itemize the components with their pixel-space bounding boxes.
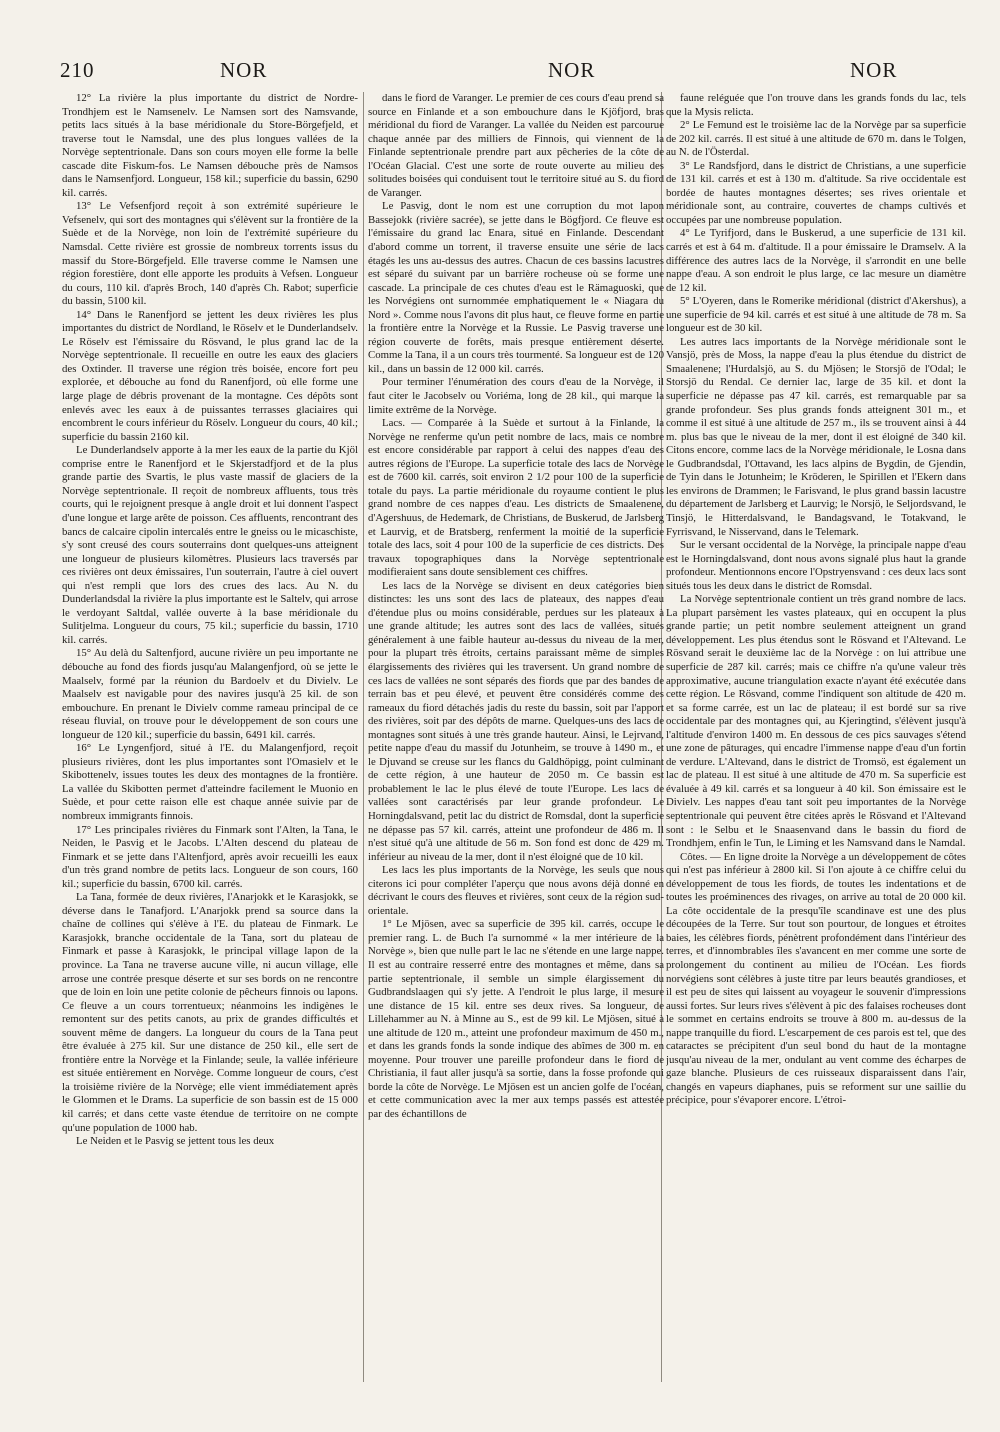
paragraph: 15° Au delà du Saltenfjord, aucune rivière un peu importante ne débouche au fond des fiords jusqu'au Malangenfjord, où se jette le Maalselv, formé par la réunion du Bardoelv et du Divielv. Le Maalselv est navigable pour des navires jusqu'à 25 kil. de son embouchure. En prenant le Divielv comme rameau principal de ce réseau fluvial, on trouve pour le développement de son cours une longueur de 120 kil.; superficie du bassin, 6491 kil. carrés. — [62, 647, 358, 741]
paragraph: Le Pasvig, dont le nom est une corruption du mot lapon Bassejokk (rivière sacrée), se jette dans le Bögfjord. Ce fleuve est l'émissaire du grand lac Enara, situé en Finlande. Descendant d'abord comme un torrent, il traverse ensuite une série de lacs étagés les uns au-dessus des autres. Chacun de ces bassins lacustres est séparé du suivant par un barrière rocheuse où se forme une cascade. La principale de ces chutes d'eau est le Rämaguoski, que les Norvégiens ont surnommée emphatiquement le « Niagara du Nord ». Comme nous l'avons dit plus haut, ce fleuve forme en partie la frontière entre la Norvège et la Russie. Le Pasvig traverse une région couverte de forêts, mais presque entièrement déserte. Comme la Tana, il a un cours très tourmenté. Sa longueur est de 120 kil., dans un bassin de 12 000 kil. carrés. — [368, 200, 664, 375]
paragraph: La Norvège septentrionale contient un très grand nombre de lacs. La plupart parsèment les vastes plateaux, qui en occupent la plus grande partie; un petit nombre seulement atteignent un grand développement. Les plus étendus sont le Rösvand et l'Altevand. Le Rösvand serait le deuxième lac de la Norvège : on lui attribue une superficie de 287 kil. carrés; mais ce chiffre n'a qu'une valeur très approximative, aucune triangulation exacte n'ayant été exécutée dans cette région. Le Rösvand, comme l'indiquent son altitude de 420 m. et sa forme carrée, est un lac de plateau; il est bordé sur sa rive occidentale par des montagnes qui, au Kjeringtind, s'élèvent jusqu'à l'altitude d'environ 1400 m. En dessous de ces pics sauvages s'étend une zone de pâturages, qui encadre l'immense nappe d'eau d'un fortin de verdure. L'Altevand, dans le district de Tromsö, est également un lac de plateau. Il est situé à une altitude de 470 m. Sa superficie est évaluée à 49 kil. carrés et sa longueur à 40 kil. Son émissaire est le Divielv. Les nappes d'eau tant soit peu importantes de la Norvège septentrionale qui peuvent être citées après le Rösvand et l'Altevand sont : le Selbu et le Snaasenvand dans le bassin du fiord de Trondhjem, enfin le Tun, le Liming et les Namsvand dans le Namdal. — [666, 593, 966, 850]
column-divider — [363, 92, 364, 1382]
paragraph: 16° Le Lyngenfjord, situé à l'E. du Malangenfjord, reçoit plusieurs rivières, dont les plus importantes sont l'Omasielv et le Skibottenelv, issues toutes les deux des montagnes de la frontière. La vallée du Skibotten permet d'atteindre facilement le Muonio en Suède, et pour cette raison elle est chaque année suivie par de nombreux immigrants finnois. — [62, 742, 358, 822]
text-column-3 — [666, 92, 966, 1392]
paragraph: dans le fiord de Varanger. Le premier de ces cours d'eau prend sa source en Finlande et a son embouchure dans le Kjöfjord, bras méridional du fiord de Varanger. La vallée du Neiden est parcourue chaque année par des milliers de Finnois, qui viennent de la Finlande septentrionale prendre part aux pêcheries de la côte de l'Océan Glacial. C'est une sorte de route ouverte au milieu des solitudes boisées qui conduisent tout le territoire situé au S. du fiord de Varanger. — [368, 92, 664, 199]
paragraph: Les lacs les plus importants de la Norvège, les seuls que nous citerons ici pour compléter l'aperçu que nous avons déjà donné en décrivant le cours des fleuves et rivières, sont ceux de la région sud-orientale. — [368, 864, 664, 917]
paragraph: Sur le versant occidental de la Norvège, la principale nappe d'eau est le Horningdalsvand, dont nous avons signalé plus haut la grande profondeur. Mentionnons encore l'Opstryensvand : ces deux lacs sont situés tous les deux dans le district de Romsdal. — [666, 539, 966, 592]
paragraph: 12° La rivière la plus importante du district de Nordre-Trondhjem est le Namsenelv. Le Namsen sort des Namsvande, petits lacs situés à la base méridionale du Store-Börgefjeld, et traverse tout le Namsdal, une des plus longues vallées de la Norvège septentrionale. Dans son cours moyen elle forme la belle cascade dite Fiskum-fos. Le Namsen débouche près de Namsos dans le Namsenfjord. Longueur, 158 kil.; superficie du bassin, 6290 kil. carrés. — [62, 92, 358, 199]
running-head-right: NOR — [850, 58, 898, 82]
text-column-2 — [368, 92, 664, 1392]
paragraph: Le Neiden et le Pasvig se jettent tous les deux — [76, 1135, 275, 1148]
paragraph: 4° Le Tyrifjord, dans le Buskerud, a une superficie de 131 kil. carrés et est à 64 m. d'altitude. Il a pour émissaire le Dramselv. A la différence des autres lacs de la Norvège, il s'arrondit en une belle nappe d'eau. A son endroit le plus large, ce lac mesure un diamètre de 12 kil. — [666, 227, 966, 294]
running-head-center: NOR — [548, 58, 596, 82]
running-header — [60, 58, 960, 90]
paragraph: 17° Les principales rivières du Finmark sont l'Alten, la Tana, le Neiden, le Pasvig et le Jacobs. L'Alten descend du plateau de Finmark et se jette dans l'Altenfjord, après avoir recueilli les eaux d'un très grand nombre de petits lacs. Longueur de son cours, 160 kil.; superficie du bassin, 6700 kil. carrés. — [62, 823, 358, 890]
paragraph: 3° Le Randsfjord, dans le district de Christians, a une superficie de 131 kil. carrés et est à 130 m. d'altitude. Sa rive occidentale est bordée de hautes montagnes désertes; ses rives orientale et méridionale sont, au contraire, couvertes de champs cultivés et occupées par une nombreuse population. — [666, 159, 966, 226]
running-head-left: NOR — [220, 58, 268, 82]
paragraph: faune reléguée que l'on trouve dans les grands fonds du lac, tels que la Mysis relicta. — [666, 92, 966, 118]
paragraph: 1° Le Mjösen, avec sa superficie de 395 kil. carrés, occupe le premier rang. L. de Buch l'a surnommé « la mer intérieure de la Norvège », bien que nulle part le lac ne s'étende en une large nappe. Il est au contraire resserré entre des montagnes et même, dans sa partie septentrionale, il semble un simple élargissement du Gudbrandslaagen qui s'y jette. A l'endroit le plus large, il mesure une distance de 15 kil. entre ses deux rives. Sa longueur, de Lillehammer au N. à Minne au S., est de 99 kil. Le Mjösen, situé à une altitude de 120 m., atteint une profondeur maximum de 450 m., et dans les grands fonds la sonde indique des abîmes de 300 m. en moyenne. Pour trouver une pareille profondeur dans le fiord de Christiania, il faut aller jusqu'à sa sortie, dans la fosse profonde qui borde la côte de Norvège. Le Mjösen est un ancien golfe de l'océan, et cette communication avec la mer aux temps passés est attestée par des échantillons de — [368, 918, 664, 1121]
paragraph: La Tana, formée de deux rivières, l'Anarjokk et le Karasjokk, se déverse dans le Tanafjord. L'Anarjokk prend sa source dans la chaîne de collines qui s'élève à l'E. du plateau de Finmark. Le Karasjokk, branche occidentale de la Tana, sort du plateau de Finmark et passe à Karasjokk, le principal village lapon de la province. La Tana ne traverse aucune ville, ni aucun village, elle arrose une contrée presque déserte et sur ses bords on ne rencontre que de loin en loin une petite colonie de pêcheurs finnois ou lapons. Ce fleuve a un cours torrentueux; néanmoins les indigènes le remontent sur des petits canots, au prix de grandes difficultés et souvent même de dangers. La longueur du cours de la Tana peut être évaluée à 275 kil. Sur une distance de 250 kil., elle sert de frontière entre la Norvège et la Finlande; seule, la vallée inférieure est située entièrement en Norvège. Comme longueur de cours, c'est la troisième rivière de la Norvège; elle vient immédiatement après le Glommen et le Drams. La superficie de son bassin est de 15 000 kil carrés; et dans cette vaste étendue de territoire on ne compte qu'une population de 1000 hab. — [62, 891, 358, 1134]
paragraph: Les lacs de la Norvège se divisent en deux catégories bien distinctes: les uns sont des lacs de plateaux, des nappes d'eau d'étendue plus ou moins considérable, perdues sur les plateaux à une grande altitude; les autres sont des lacs de vallées, situés généralement à une faible hauteur au-dessus du niveau de la mer, pour la plupart très étroits, certains paraissant même de simples élargissements des rivières qui les traversent. Un grand nombre de ces lacs de vallées ne sont séparés des fiords que par des bandes de terrain bas et peu élevé, et peuvent être considérés comme des rameaux du fiord détachés jadis du reste du bassin, soit par l'apport des rivières, soit par des dépôts de marne. Quelques-uns des lacs de montagnes sont situés à une très grande hauteur. Ainsi, le Lejrvand, petite nappe d'eau du massif du Jotunheim, se trouve à 1490 m., et le Djuvand se creuse sur les flancs du Galdhöpigg, point culminant de cette région, à une hauteur de 2050 m. Ce bassin est probablement le lac le plus élevé de toute l'Europe. Les lacs de vallées sont caractérisés par leur grande profondeur. Le Horningdalsvand, petit lac du district de Romsdal, dont la superficie ne dépasse pas 57 kil. carrés, atteint une profondeur de 486 m. Il n'est situé qu'à une altitude de 56 m. Son fond est donc de 429 m. inférieur au niveau de la mer, dont il n'est éloigné que de 10 kil. — [368, 579, 664, 863]
paragraph: 2° Le Femund est le troisième lac de la Norvège par sa superficie de 202 kil. carrés. Il est situé à une altitude de 670 m. dans le Tolgen, au N. de l'Österdal. — [666, 119, 966, 159]
paragraph: 5° L'Oyeren, dans le Romerike méridional (district d'Akershus), a une superficie de 94 kil. carrés et est situé à une altitude de 78 m. Sa longueur est de 30 kil. — [666, 295, 966, 335]
paragraph: Côtes. — En ligne droite la Norvège a un développement de côtes qui n'est pas inférieur à 2800 kil. Si l'on ajoute à ce chiffre celui du développement de tous les fiords, de toutes les indentations et de toutes les proéminences des rivages, on arrive au total de 20 000 kil. La côte occidentale de la presqu'île scandinave est une des plus découpées de la Terre. Sur tout son pourtour, de longues et étroites baies, les célèbres fiords, pénètrent profondément dans l'intérieur des terres, et d'innombrables îles s'avancent en mer comme une sorte de prolongement du continent au milieu de l'Océan. Les fiords norvégiens sont célèbres à juste titre par leurs beautés grandioses, et il est peu de sites qui laissent au voyageur le souvenir d'impressions aussi fortes. Sur leurs rives s'élèvent à pic des falaises rocheuses dont le sommet en certains endroits se trouve à 800 m. au-dessus de la nappe tranquille du fiord. L'escarpement de ces parois est tel, que des cataractes se précipitent d'un seul bond du haut de la montagne jusqu'au niveau de la mer, ondulant au vent comme des écharpes de gaze blanche. Plusieurs de ces ruisseaux disparaissent dans l'air, changés en vapeurs diaphanes, puis se reforment sur une saillie du précipice, pour s'évaporer encore. L'étroi- — [666, 850, 966, 1107]
text-column-1 — [62, 92, 358, 1392]
paragraph: 13° Le Vefsenfjord reçoit à son extrémité supérieure le Vefsenelv, qui sort des montagnes qui s'élèvent sur la frontière de la Suède et de la Norvège, non loin de l'extrémité supérieure du Namsdal. Cette rivière est grossie de nombreux torrents issus du massif du Store-Börgefjeld. Elle traverse comme le Namsen une région forestière, dont elle apporte les produits à Vefsen. Longueur du cours, 110 kil. d'après Broch, 140 d'après Ch. Rabot; superficie du bassin, 5100 kil. — [62, 200, 358, 308]
page-number: 210 — [60, 58, 95, 82]
paragraph: Pour terminer l'énumération des cours d'eau de la Norvège, il faut citer le Jacobselv ou Voriéma, long de 28 kil., qui marque la limite extrême de la Norvège. — [368, 376, 664, 416]
paragraph: Lacs. — Comparée à la Suède et surtout à la Finlande, la Norvège ne renferme qu'un petit nombre de lacs, mais ce nombre est encore considérable par rapport à celui des nappes d'eau des autres régions de l'Europe. La superficie totale des lacs de Norvège est de 7600 kil. carrés, soit environ 2 1/2 pour 100 de la superficie totale du pays. La partie méridionale du royaume contient le plus grand nombre de ces nappes d'eau. Les districts de Smaalenene, d'Agershuus, de Hedemark, de Christians, de Buskerud, de Jarlsberg et Laurvig, et de Bratsberg, renferment la moitié de la superficie totale des lacs, soit 4 pour 100 de la superficie de ces districts. Des travaux topographiques dans la Norvège septentrionale modifieraient sans doute sensiblement ces chiffres. — [368, 417, 664, 579]
paragraph: Le Dunderlandselv apporte à la mer les eaux de la partie du Kjöl comprise entre le Ranenfjord et le Skjerstadfjord et de la plus grande partie des Svartis, le plus vaste massif de glaciers de la Norvège septentrionale. Il reçoit de nombreux affluents, tous très courts, qui le rejoignent presque à angle droit et lui donnent l'aspect d'une longue et large arête de poisson. Ces affluents, rencontrant des bancs de calcaire cipolin intercalés entre le gneiss ou le micaschiste, s'y sont creusé des cours souterrains dont quelques-uns atteignent une longueur de plusieurs kilomètres. Plusieurs lacs traversés par ces rivières ont deux émissaires, l'un souterrain, l'autre à ciel ouvert qui n'est rempli que lors des crues des lacs. Au N. du Dunderlandsdal la rivière la plus importante est le Saltelv, qui arrose le verdoyant Saltdal, vallée ouverte à la base méridionale du Sulitjelma. Longueur du cours, 75 kil.; superficie du bassin, 1710 kil. carrés. — [62, 444, 358, 646]
paragraph: 14° Dans le Ranenfjord se jettent les deux rivières les plus importantes du district de Nordland, le Röselv et le Dunderlandselv. Le Röselv est l'émissaire du Rösvand, le plus grand lac de la Norvège septentrionale. Il recueille en outre les eaux des glaciers des Oxtinder. Il traverse une région très boisée, encore fort peu explorée, et débouche au fond du Ranenfjord, où elle forme une large plage de débris provenant de la montagne. Ces dépôts sont enlevés avec les eaux à de puissantes terrasses glaciaires qui encombrent le cours inférieur du Röselv. Longueur du cours, 40 kil.; superficie du bassin 2160 kil. — [62, 308, 358, 443]
paragraph: Les autres lacs importants de la Norvège méridionale sont le Vansjö, près de Moss, la nappe d'eau la plus étendue du district de Smaalenene; l'Hurdalsjö, au S. du Mjösen; le Storsjö de l'Odal; le Storsjö du Rendal. Ce dernier lac, large de 35 kil. et dont la superficie ne dépasse pas 47 kil. carrés, est remarquable par sa grande profondeur. Ses plus grands fonds atteignent 301 m., et comme il est situé à une altitude de 257 m., ils se trouvent ainsi à 44 m. plus bas que le niveau de la mer, dont il est éloigné de 340 kil. Citons encore, comme lacs de la Norvège méridionale, le Losna dans le Gudbrandsdal, l'Ottavand, les lacs alpins de Bygdin, de Gjendin, de Tyin dans le Jotunheim; le Kröderen, le Spirillen et l'Ekern dans les environs de Drammen; le Farisvand, le plus grand bassin lacustre du département de Jarlsberg et Laurvig; le Norsjö, le Seljordsvand, le Tinsjö, le Hitterdalsvand, le Bandagsvand, le Totakvand, le Fyrrisvand, le Nisservand, dans le Telemark. — [666, 335, 966, 538]
